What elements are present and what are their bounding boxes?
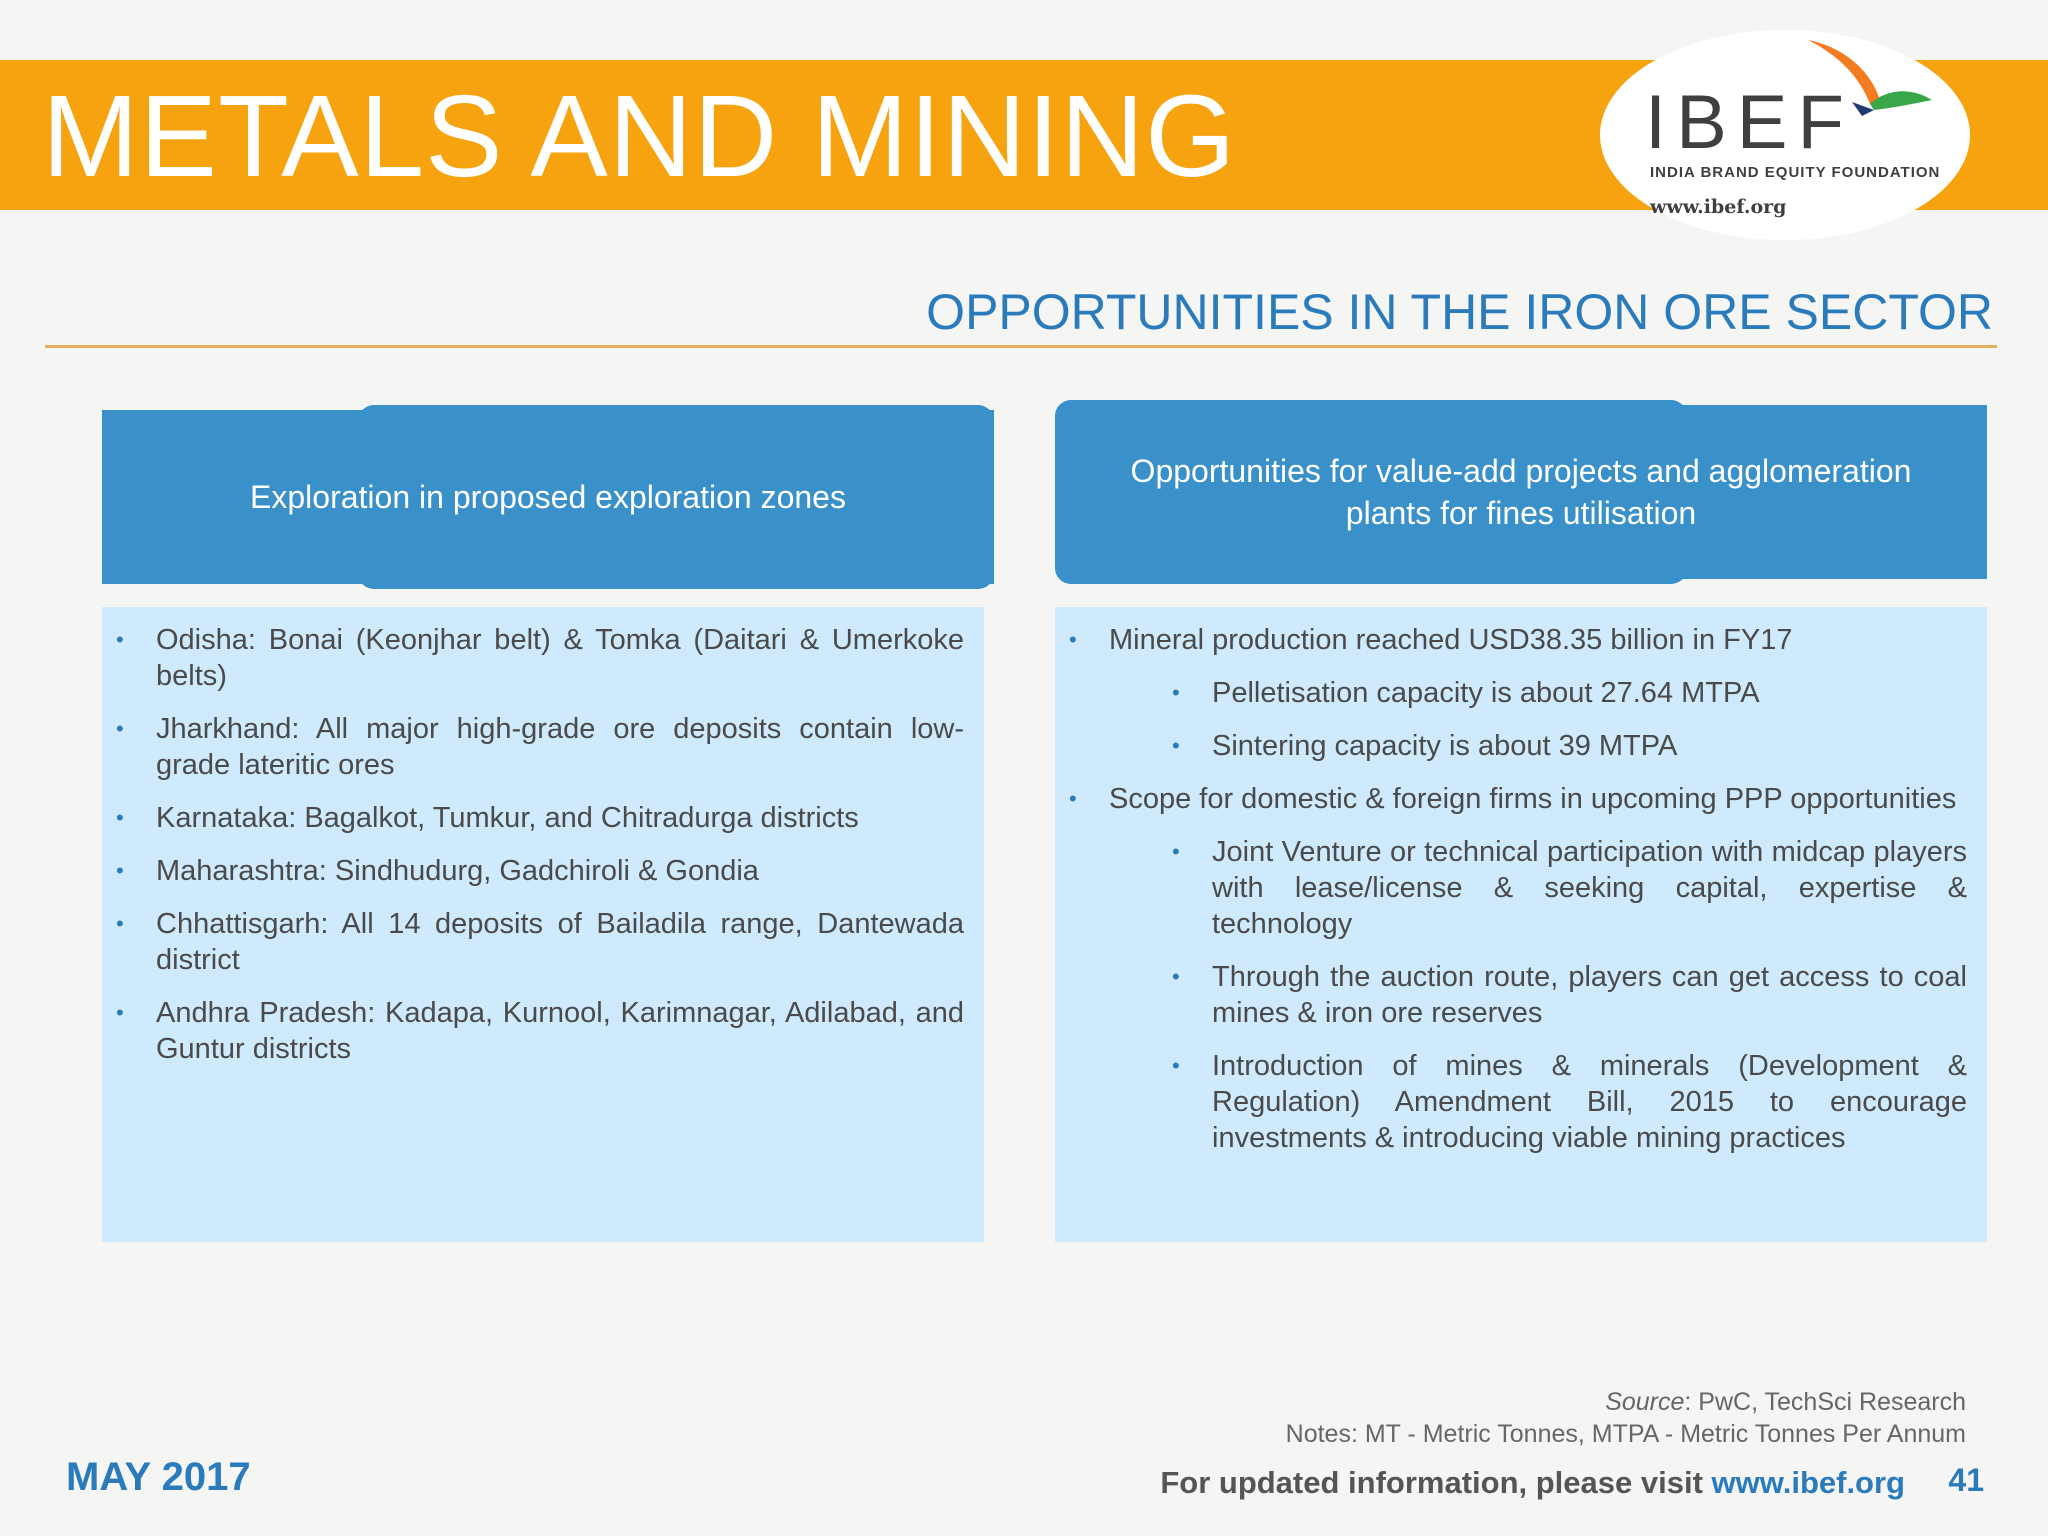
page-title: METALS AND MINING	[42, 71, 1237, 201]
left-bullet-list	[112, 622, 964, 1067]
divider	[45, 345, 1997, 348]
left-body-panel	[102, 607, 984, 1242]
list-item: • Mineral production reached USD38.35 billion in FY17	[1065, 622, 1967, 658]
footer-date: MAY 2017	[66, 1455, 251, 1499]
logo-text: IBEF	[1645, 80, 1854, 165]
left-heading-box	[102, 410, 994, 584]
list-item: • Chhattisgarh: All 14 deposits of Bailadila range, Dantewada district	[112, 906, 964, 978]
right-body-panel	[1055, 607, 1987, 1242]
left-heading: Exploration in proposed exploration zones	[250, 479, 846, 515]
sub-list-item: • Joint Venture or technical participation with midcap players with lease/license & seeking capital, expertise & technology	[1065, 834, 1967, 942]
list-item: • Jharkhand: All major high-grade ore deposits contain low-grade lateritic ores	[112, 711, 964, 783]
sub-list-item: • Pelletisation capacity is about 27.64 MTPA	[1065, 675, 1967, 711]
list-item: • Scope for domestic & foreign firms in upcoming PPP opportunities	[1065, 781, 1967, 817]
list-item: • Odisha: Bonai (Keonjhar belt) & Tomka (Daitari & Umerkoke belts)	[112, 622, 964, 694]
list-item: • Andhra Pradesh: Kadapa, Kurnool, Karimnagar, Adilabad, and Guntur districts	[112, 995, 964, 1067]
right-heading-box	[1055, 405, 1987, 579]
source-text: : PwC, TechSci Research	[1684, 1388, 1966, 1416]
list-item: • Maharashtra: Sindhudurg, Gadchiroli & Gondia	[112, 853, 964, 889]
sub-list-item: • Introduction of mines & minerals (Development & Regulation) Amendment Bill, 2015 to encourage investments & introducing viable mining practices	[1065, 1048, 1967, 1156]
notes: Notes: MT - Metric Tonnes, MTPA - Metric Tonnes Per Annum	[1285, 1420, 1966, 1448]
source-note	[1605, 1388, 1966, 1417]
visit-note	[1160, 1465, 1905, 1501]
source-label: Source	[1605, 1388, 1685, 1416]
list-item: • Karnataka: Bagalkot, Tumkur, and Chitradurga districts	[112, 800, 964, 836]
sub-list-item: • Sintering capacity is about 39 MTPA	[1065, 728, 1967, 764]
right-heading: Opportunities for value-add projects and agglomeration plants for fines utilisation	[1130, 453, 1912, 531]
page-number: 41	[1948, 1462, 1984, 1498]
visit-text: For updated information, please visit	[1160, 1465, 1712, 1500]
right-bullet-list	[1065, 622, 1967, 1156]
section-subtitle: OPPORTUNITIES IN THE IRON ORE SECTOR	[926, 284, 1993, 340]
ibef-link[interactable]: www.ibef.org	[1711, 1465, 1905, 1500]
logo-subtitle: INDIA BRAND EQUITY FOUNDATION	[1650, 164, 1941, 181]
logo-url: www.ibef.org	[1650, 196, 1787, 218]
sub-list-item: • Through the auction route, players can get access to coal mines & iron ore reserves	[1065, 959, 1967, 1031]
